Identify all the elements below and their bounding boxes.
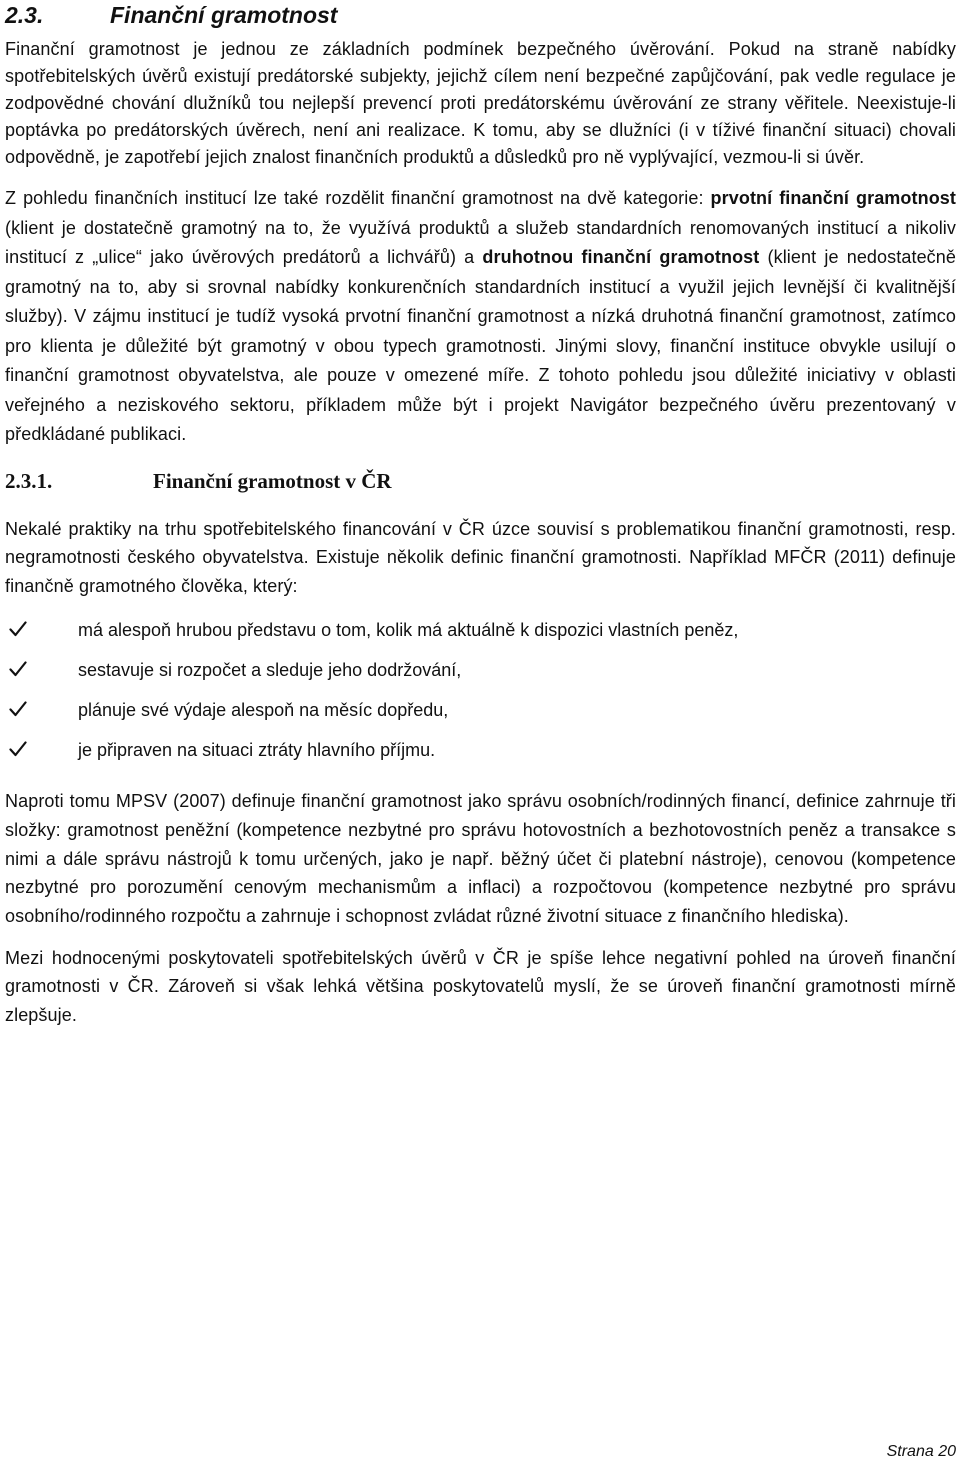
paragraph-categories-text-1: Z pohledu finančních institucí lze také rozdělit finanční gramotnost na dvě kategorie: (5, 188, 711, 208)
check-icon (9, 620, 27, 638)
list-item (5, 737, 956, 777)
list-item (5, 657, 956, 697)
document-page (5, 0, 956, 1029)
page-number: Strana 20 (886, 1443, 956, 1460)
paragraph-intro: Finanční gramotnost je jednou ze základních podmínek bezpečného úvěrování. Pokud na straně nabídky spotřebitelských úvěrů existují predátorské subjekty, jejichž cílem není bezpečné zapůjčování, pak vedle regulace je zodpovědné chování dlužníků tou nejlepší prevencí proti predátorskému úvěrování ze strany věřitele. Neexistuje-li poptávka po predátorských úvěrech, není ani realizace. K tomu, aby se dlužníci (i v tíživé finanční situaci) chovali odpovědně, je zapotřebí jejich znalost finančních produktů a důsledků pro ně vyplývající, vezmou-li si úvěr. (5, 39, 956, 167)
list-item-text: má alespoň hrubou představu o tom, kolik má aktuálně k dispozici vlastních peněz, (78, 620, 739, 640)
paragraph-definitions: Nekalé praktiky na trhu spotřebitelského financování v ČR úzce souvisí s problematikou finanční gramotnosti, resp. negramotnosti českého obyvatelstva. Existuje několik definic finanční gramotnosti. Například MFČR (2011) definuje finančně gramotného člověka, který: (5, 518, 956, 596)
checklist (5, 617, 956, 777)
list-item-text: je připraven na situaci ztráty hlavního příjmu. (78, 740, 436, 760)
subsection-number: 2.3.1. (5, 468, 53, 493)
check-icon (9, 700, 27, 718)
list-item (5, 697, 956, 737)
check-icon (9, 740, 27, 758)
subsection-title: Finanční gramotnost v ČR (153, 468, 392, 493)
section-heading (5, 0, 956, 28)
list-item (5, 617, 956, 657)
paragraph-categories-text-2: (klient je dostatečně gramotný na to, že využívá produktů a služeb standardních renomovaných institucí a nikoliv institucí z „ulice“ jako úvěrových predátorů a lichvářů) a (5, 217, 956, 267)
term-druhotna-gramotnost: druhotnou finanční gramotnost (482, 247, 760, 267)
paragraph-categories-text-3: (klient je nedostatečně gramotný na to, aby si srovnal nabídky konkurenčních standardních institucí a využil jejich levnější či kvalitnější služby). V zájmu institucí je tudíž vysoká prvotní finanční gramotnost a nízká druhotná finanční gramotnost, zatímco pro klienta je důležité být gramotný v obou typech gramotnosti. Jinými slovy, finanční instituce obvykle usilují o finanční gramotnost obyvatelstva, ale pouze v omezené míře. Z tohoto pohledu jsou důležité iniciativy v oblasti veřejného a neziskového sektoru, příkladem může být i projekt Navigátor bezpečného úvěru prezentovaný v předkládané publikaci. (5, 247, 957, 444)
paragraph-categories (5, 184, 956, 450)
subsection-heading (5, 468, 956, 494)
section-number: 2.3. (5, 2, 44, 28)
list-item-text: sestavuje si rozpočet a sleduje jeho dodržování, (78, 660, 462, 680)
section-title: Finanční gramotnost (110, 2, 338, 28)
term-prvotni-gramotnost: prvotní finanční gramotnost (710, 188, 956, 208)
check-icon (9, 660, 27, 678)
list-item-text: plánuje své výdaje alespoň na měsíc dopředu, (78, 700, 449, 720)
paragraph-providers-view: Mezi hodnocenými poskytovateli spotřebitelských úvěrů v ČR je spíše lehce negativní pohled na úroveň finanční gramotnosti v ČR. Zároveň si však lehká většina poskytovatelů myslí, že se úroveň finanční gramotnosti mírně zlepšuje. (5, 947, 956, 1025)
paragraph-mpsv-definition: Naproti tomu MPSV (2007) definuje finanční gramotnost jako správu osobních/rodinných financí, definice zahrnuje tři složky: gramotnost peněžní (kompetence nezbytné pro správu hotovostních a bezhotovostních peněz a transakce s nimi a dále správu nástrojů k tomu určených, jako je např. běžný účet či platební nástroje), cenovou (kompetence nezbytné pro porozumění cenovým mechanismům a inflaci) a rozpočtovou (kompetence nezbytné pro správu osobního/rodinného rozpočtu a zahrnuje i schopnost zvládat různé životní situace z finančního hlediska). (5, 791, 956, 927)
